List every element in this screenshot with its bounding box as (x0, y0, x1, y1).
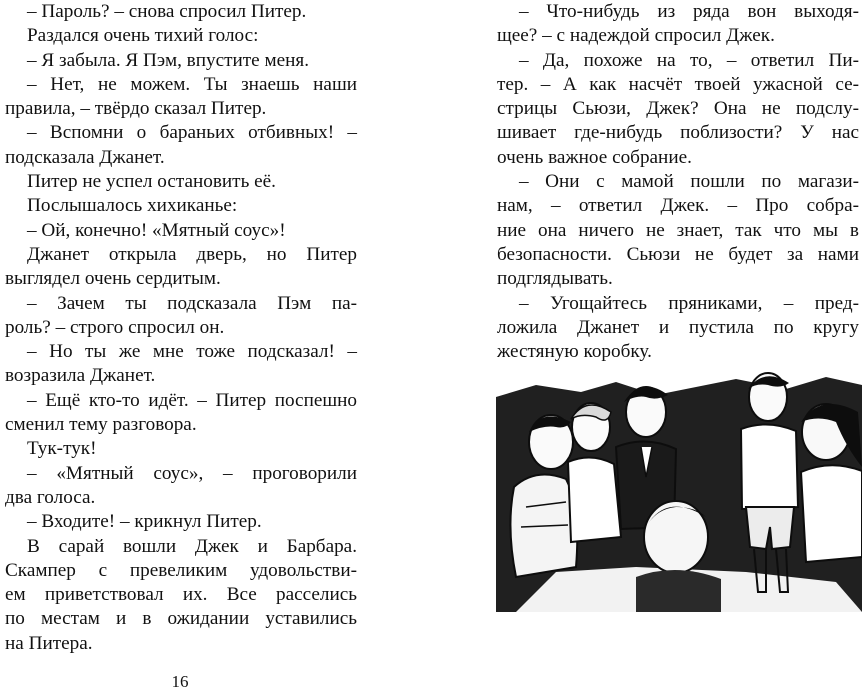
text-line: – Ещё кто-то идёт. – Питер поспешно (27, 389, 357, 411)
text-line: Питер не успел остановить её. (27, 171, 276, 193)
text-line: подсказала Джанет. (5, 146, 165, 168)
text-line: Послышалось хихиканье: (27, 195, 238, 217)
text-line: – Что-нибудь из ряда вон выходя- (519, 1, 859, 22)
text-line: В сарай вошли Джек и Барбара. (27, 535, 357, 557)
text-line: шивает где-нибудь поблизости? У нас (497, 122, 859, 144)
text-line: Тук-тук! (27, 438, 97, 460)
text-line: выглядел очень сердитым. (5, 268, 221, 290)
text-line: – Зачем ты подсказала Пэм па- (27, 292, 357, 314)
text-line: очень важное собрание. (497, 146, 692, 168)
text-line: – Я забыла. Я Пэм, впустите меня. (27, 49, 310, 71)
text-line: щее? – с надеждой спросил Джек. (497, 25, 775, 47)
page-number: 16 (171, 672, 189, 691)
text-line: – Да, похоже на то, – ответил Пи- (519, 49, 859, 71)
text-line: правила, – твёрдо сказал Питер. (5, 98, 267, 120)
text-line: жестяную коробку. (497, 341, 652, 363)
text-line: ние она ничего не знает, так что мы в (497, 219, 859, 241)
text-line: Скампер с превеликим удовольстви- (5, 559, 357, 581)
text-line: по местам и в ожидании уставились (5, 608, 357, 630)
text-line: – Пароль? – снова спросил Питер. (27, 1, 307, 22)
text-line: ем приветствовал их. Все расселись (5, 584, 357, 606)
text-line: – «Мятный соус», – проговорили (27, 462, 357, 484)
text-line: подглядывать. (497, 268, 613, 290)
text-line: два голоса. (5, 486, 96, 508)
text-line: Раздался очень тихий голос: (27, 25, 259, 47)
text-line: – Вспомни о бараньих отбивных! – (27, 122, 357, 144)
text-line: – Входите! – крикнул Питер. (27, 511, 262, 533)
text-line: – Угощайтесь пряниками, – пред- (519, 292, 859, 314)
left-text-column (5, 0, 357, 656)
text-line: – Они с мамой пошли по магази- (519, 171, 859, 193)
right-text-column (497, 0, 859, 364)
text-line: безопасности. Сьюзи не будет за нами (497, 243, 859, 265)
text-line: тер. – А как насчёт твоей ужасной се- (497, 73, 859, 95)
illustration-children-meeting (496, 367, 862, 612)
text-line: ложила Джанет и пустила по кругу (497, 316, 859, 338)
text-line: на Питера. (5, 632, 93, 654)
text-line: нам, – ответил Джек. – Про собра- (497, 195, 859, 217)
text-line: – Ой, конечно! «Мятный соус»! (27, 219, 286, 241)
text-line: – Но ты же мне тоже подсказал! – (27, 341, 357, 363)
text-line: стрицы Сьюзи, Джек? Она не подслу- (497, 98, 859, 120)
figure-girl-right (801, 404, 862, 562)
text-line: сменил тему разговора. (5, 414, 197, 436)
text-line: возразила Джанет. (5, 365, 156, 387)
text-line: Джанет открыла дверь, но Питер (27, 243, 357, 265)
text-line: роль? – строго спросил он. (5, 316, 225, 338)
text-line: – Нет, не можем. Ты знаешь наши (27, 73, 357, 95)
